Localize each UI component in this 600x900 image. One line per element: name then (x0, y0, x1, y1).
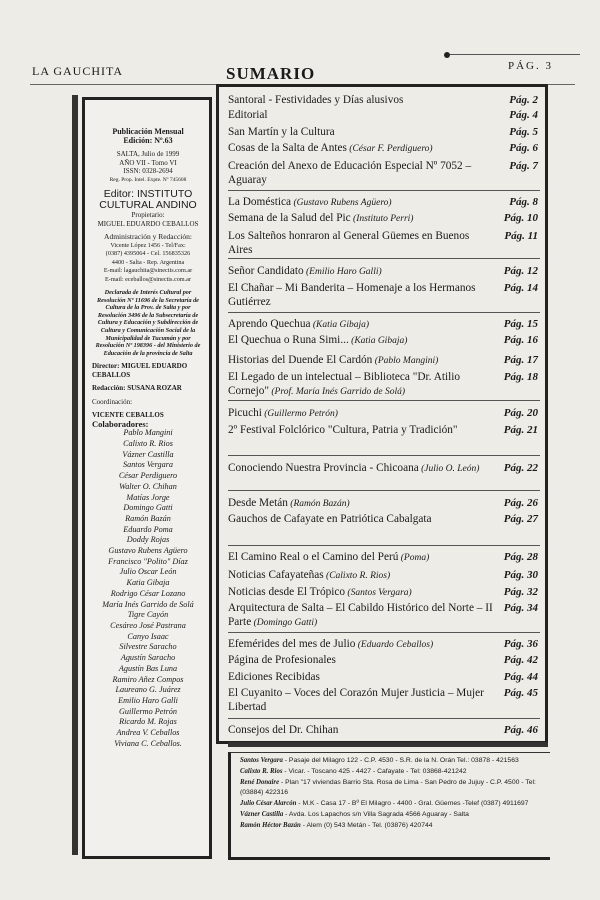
toc-entry-title: Conociendo Nuestra Provincia - Chicoana (Julio O. León) (228, 462, 480, 474)
collaborator: Guillermo Petrón (119, 706, 177, 716)
toc-entry-title: Aprendo Quechua (Katia Gibaja) (228, 318, 370, 330)
registry: Reg. Prop. Intel. Expte. Nº 745608 (109, 176, 187, 183)
collaborator: Eduardo Poma (123, 524, 173, 534)
address-entry (240, 778, 550, 800)
toc-entry[interactable] (228, 160, 540, 187)
toc-entry[interactable] (228, 497, 540, 512)
admin-phone: (0387) 4395064 - Cel. 156835326 (105, 250, 191, 257)
issue-volume: AÑO VII - Tomo VI (119, 158, 177, 167)
collaborator: Laureano G. Juárez (115, 685, 181, 695)
collaborator: Domingo Gatti (123, 503, 173, 513)
toc-entry[interactable] (228, 602, 540, 630)
address-text: - Pasaje del Milagro 122 - C.P. 4530 - S.R. de la N. Orán Tel.: 03878 - 421563 (282, 757, 519, 764)
toc-entry[interactable] (228, 334, 540, 349)
collaborator: Vázner Castilla (122, 449, 174, 459)
toc-entry[interactable] (228, 109, 540, 123)
toc-entry-title: Noticias Cafayateñas (Calixto R. Rios) (228, 569, 391, 581)
page-number: PÁG. 3 (508, 60, 554, 72)
toc-entry-title: Santoral - Festividades y Días alusivos (228, 94, 404, 106)
toc-entry-page: Pág. 15 (503, 318, 538, 330)
toc-entry[interactable] (228, 671, 540, 685)
toc-entry-title: Efemérides del mes de Julio (Eduardo Ceballos) (228, 638, 434, 650)
owner-label: Propietario: (131, 211, 165, 219)
collaborator: Rodrigo César Lozano (110, 588, 186, 598)
collaborator: Doddy Rojas (126, 535, 170, 545)
toc-separator (228, 400, 540, 401)
toc-entry-author: (Calixto R. Rios) (323, 571, 391, 581)
toc-entry-title: Señor Candidato (Emilio Haro Galli) (228, 265, 382, 277)
toc-separator (228, 455, 540, 456)
address-entry (240, 821, 550, 832)
address-text: - Alem (0) 543 Metán - Tel. (03876) 420744 (300, 821, 433, 829)
collaborator: Calixto R. Rios (123, 439, 173, 449)
toc-entry-page: Pág. 26 (503, 497, 538, 509)
editor: Editor: INSTITUTO CULTURAL ANDINO (99, 188, 197, 211)
toc-entry-author: (Poma) (398, 553, 430, 563)
toc-entry-title: Consejos del Dr. Chihan (228, 724, 339, 736)
toc-entry-author: (Prof. María Inés Garrido de Solá) (269, 386, 406, 397)
collaborator: César Perdiguero (118, 471, 178, 481)
address-name: Calixto R. Rios (240, 767, 283, 775)
toc-entry[interactable] (228, 424, 540, 438)
toc-entry-author: (Eduardo Ceballos) (355, 640, 434, 650)
collaborator: Katia Gibaja (126, 578, 170, 588)
toc-entry[interactable] (228, 407, 540, 422)
address-entry (240, 799, 550, 810)
toc-entry-page: Pág. 46 (503, 724, 538, 736)
header-rule (450, 54, 580, 55)
toc-entry-title: 2º Festival Folclórico "Cultura, Patria y Tradición" (228, 424, 458, 436)
toc-entry-author: (Instituto Perri) (350, 214, 414, 224)
collaborator: Agustín Saracho (120, 653, 176, 663)
toc-separator (228, 190, 540, 191)
collaborator: Walter O. Chihan (119, 481, 177, 491)
toc-entry[interactable] (228, 354, 540, 369)
toc-entry-page: Pág. 36 (503, 638, 538, 650)
toc-entry-page: Pág. 12 (503, 265, 538, 277)
toc-entry-page: Pág. 30 (503, 569, 538, 581)
address-name: Vázner Castilla (240, 810, 284, 818)
address-entry (240, 767, 550, 778)
coordination-label: Coordinación: (92, 397, 133, 406)
toc-entry-page: Pág. 34 (503, 602, 538, 614)
toc-entry[interactable] (228, 142, 540, 157)
toc-entry[interactable] (228, 654, 540, 668)
address-name: Ramón Héctor Bazán (240, 821, 301, 829)
toc-entry-page: Pág. 20 (503, 407, 538, 419)
toc-entry-title: Gauchos de Cafayate en Patriótica Cabalgata (228, 513, 432, 525)
toc-entry-title: Picuchi (Guillermo Petrón) (228, 407, 338, 419)
credits-content (92, 128, 204, 749)
toc-entry[interactable] (228, 638, 540, 653)
cultural-declaration: Declarada de Interés Cultural por Resolución Nº 11696 de la Secretaría de Cultura de la Prov. de Salta y por Resolución 3496 de la Subsecretaría de Cultura y Educación y Subdirección de Cultura y Comunicación Social de la Municipalidad de Tucumán y por Resolución Nº 198396 - del Ministerio de Educación de la provincia de Salta (95, 289, 201, 357)
publication-frequency: Publicación Mensual (112, 127, 184, 136)
address-name: René Donaire (240, 778, 280, 786)
toc-entry-title: Cosas de la Salta de Antes (César F. Perdiguero) (228, 142, 433, 154)
toc-entry[interactable] (228, 212, 540, 227)
toc-entry[interactable] (228, 513, 540, 527)
owner: MIGUEL EDUARDO CEBALLOS (97, 219, 199, 228)
email-1: E-mail: lagauchita@sinectis.com.ar (103, 267, 193, 274)
left-panel-shadow (72, 95, 78, 855)
toc-entry-page: Pág. 8 (509, 196, 538, 208)
toc-entry-author: (Katia Gibaja) (348, 336, 408, 346)
toc-entry[interactable] (228, 94, 540, 108)
toc-entry-title: Creación del Anexo de Educación Especial Nº 7052 – Aguaray (228, 160, 472, 186)
toc-entry-page: Pág. 7 (509, 160, 538, 172)
collaborator: Ricardo M. Rojas (119, 717, 177, 727)
toc-separator (228, 258, 540, 259)
toc-entry-page: Pág. 2 (509, 94, 538, 106)
collaborator: Andrea V. Ceballos (116, 728, 180, 738)
toc-entry-page: Pág. 22 (503, 462, 538, 474)
collaborator: Julio Oscar León (119, 567, 177, 577)
collaborators-list (92, 428, 204, 749)
director: Director: MIGUEL EDUARDO CEBALLOS (92, 362, 188, 379)
toc-entry-author: (Emilio Haro Galli) (303, 267, 382, 277)
toc-entry-page: Pág. 16 (503, 334, 538, 346)
toc-entry-page: Pág. 17 (503, 354, 538, 366)
toc-entry-author: (Guillermo Petrón) (261, 409, 338, 419)
toc-entry-title: Historias del Duende El Cardón (Pablo Mangini) (228, 354, 439, 366)
admin-label: Administración y Redacción: (104, 232, 192, 241)
toc-entry[interactable] (228, 196, 540, 211)
toc-entry-title: Página de Profesionales (228, 654, 336, 666)
toc-entry-title: Noticias desde El Trópico (Santos Vergara) (228, 586, 412, 598)
toc-entry[interactable] (228, 462, 540, 477)
toc-entry-author: (Pablo Mangini) (372, 356, 439, 366)
toc-entry-author: (Ramón Bazán) (287, 499, 350, 509)
toc-entry-author: (Katia Gibaja) (310, 320, 370, 330)
page-title: SUMARIO (226, 64, 316, 83)
toc-entry-page: Pág. 42 (503, 654, 538, 666)
redaccion: Redacción: SUSANA ROZAR (92, 384, 182, 393)
toc-entry[interactable] (228, 551, 540, 566)
toc-separator (228, 490, 540, 491)
toc-entry-author: (Domingo Gatti) (251, 617, 318, 628)
collaborator: María Inés Garrido de Solá (102, 599, 194, 609)
toc-entry[interactable] (228, 126, 540, 140)
toc-entry[interactable] (228, 265, 540, 280)
address-text: - M.K - Casa 17 - Bº El Milagro - 4400 - Gral. Güemes -Telef (0387) 4911697 (296, 800, 529, 808)
magazine-name: LA GAUCHITA (32, 64, 124, 78)
toc-entry[interactable] (228, 724, 540, 738)
toc-entry[interactable] (228, 230, 540, 257)
toc-entry[interactable] (228, 687, 540, 714)
edition-number: Edición: Nº.63 (123, 135, 173, 145)
collaborator: Agustín Bas Luna (118, 663, 178, 673)
toc-entry-title: San Martín y la Cultura (228, 126, 335, 138)
issn: ISSN: 0328-2694 (123, 167, 173, 175)
toc-entry-author: (César F. Perdiguero) (346, 144, 433, 154)
toc-entry-page: Pág. 18 (503, 371, 538, 383)
collaborator: Gustavo Rubens Agüero (108, 546, 188, 556)
toc-entry-page: Pág. 10 (503, 212, 538, 224)
toc-entry[interactable] (228, 586, 540, 601)
toc-entry-title: El Chañar – Mi Banderita – Homenaje a los Hermanos Gutiérrez (228, 282, 476, 308)
collaborator: Francisco "Polito" Díaz (108, 556, 188, 566)
toc-entry-page: Pág. 28 (503, 551, 538, 563)
toc-entry-author: (Julio O. León) (418, 464, 480, 474)
collaborator: Ramón Bazán (125, 513, 171, 523)
toc-entry[interactable] (228, 318, 540, 333)
toc-entry-page: Pág. 21 (503, 424, 538, 436)
address-text: - Plan "17 viviendas Barrio Sta. Rosa de Lima - San Pedro de Jujuy - C.P. 4500 - Tel: (03884) 422316 (240, 778, 536, 797)
toc-entry-page: Pág. 5 (509, 126, 538, 138)
collaborator: Canyo Isaac (127, 631, 169, 641)
collaborator: Pablo Mangini (123, 428, 173, 438)
admin-city: 4400 - Salta - Rep. Argentina (111, 258, 185, 266)
toc-entry-title: El Cuyanito – Voces del Corazón Mujer Justicia – Mujer Libertad (228, 687, 484, 713)
toc-entry-title: Editorial (228, 109, 268, 121)
collaborator: Emilio Haro Galli (118, 695, 178, 705)
collaborator: Tigre Cayón (127, 610, 169, 620)
toc-panel-shadow (228, 742, 548, 747)
admin-address: Vicente López 1456 - Tel/Fax: (110, 241, 186, 249)
toc-separator (228, 312, 540, 313)
toc-entry-page: Pág. 45 (503, 687, 538, 699)
toc-entry-title: Ediciones Recibidas (228, 671, 320, 683)
address-text: - Avda. Los Lapachos s/n Villa Sagrada 4566 Aguaray - Salta (283, 810, 469, 818)
toc-entry-page: Pág. 11 (504, 230, 538, 242)
address-name: Santos Vergara (240, 757, 283, 764)
toc-entry-page: Pág. 27 (503, 513, 538, 525)
collaborator: Viviana C. Ceballos. (114, 738, 182, 748)
collaborator: Santos Vergara (123, 460, 173, 470)
toc-entry-title: La Doméstica (Gustavo Rubens Agüero) (228, 196, 392, 208)
toc-entry-page: Pág. 32 (503, 586, 538, 598)
toc-entry-author: (Santos Vergara) (345, 588, 412, 598)
issue-date: SALTA, Julio de 1999 (116, 150, 180, 158)
toc-entry[interactable] (228, 569, 540, 584)
coordinator: VICENTE CEBALLOS (92, 411, 164, 420)
collaborator: Matías Jorge (126, 492, 170, 502)
toc-entry-title: Los Salteños honraron al General Güemes en Buenos Aires (228, 230, 470, 256)
header-bullet (444, 52, 450, 58)
collaborator: Ramiro Añez Compos (112, 674, 184, 684)
collaborator: Silvestre Saracho (119, 642, 177, 652)
collaborators-label: Colaboradores: (92, 418, 149, 429)
toc-entry-title: Arquitectura de Salta – El Cabildo Histórico del Norte – II Parte (Domingo Gatti) (228, 602, 493, 628)
toc-entry-title: El Quechua o Runa Simi... (Katia Gibaja) (228, 334, 408, 346)
toc-entry-title: El Legado de un intelectual – Biblioteca "Dr. Atilio Cornejo" (Prof. María Inés Garrido de Solá) (228, 371, 461, 397)
toc-separator (228, 718, 540, 719)
toc-separator (228, 545, 540, 546)
toc-entry-page: Pág. 14 (503, 282, 538, 294)
address-entry (240, 810, 550, 821)
address-entry (240, 756, 550, 767)
toc-entry-title: Semana de la Salud del Pic (Instituto Perri) (228, 212, 414, 224)
toc-entry-title: Desde Metán (Ramón Bazán) (228, 497, 350, 509)
email-2: E-mail: eceballos@sinectis.com.ar (105, 275, 191, 283)
collaborator: Cesáreo José Pastrana (110, 621, 186, 630)
address-text: - Vicar. - Toscano 425 - 4427 - Cafayate - Tel: 03868-421242 (282, 767, 467, 775)
toc-separator (228, 632, 540, 633)
toc-entry-page: Pág. 4 (509, 109, 538, 121)
address-name: Julio César Alarcón (240, 800, 297, 808)
toc-entry-page: Pág. 44 (503, 671, 538, 683)
toc-entry-title: El Camino Real o el Camino del Perú (Poma) (228, 551, 430, 563)
addresses-list (240, 756, 550, 832)
toc-entry-page: Pág. 6 (509, 142, 538, 154)
toc-entry[interactable] (228, 371, 540, 399)
toc-entry[interactable] (228, 282, 540, 309)
toc-entry-author: (Gustavo Rubens Agüero) (291, 198, 392, 208)
